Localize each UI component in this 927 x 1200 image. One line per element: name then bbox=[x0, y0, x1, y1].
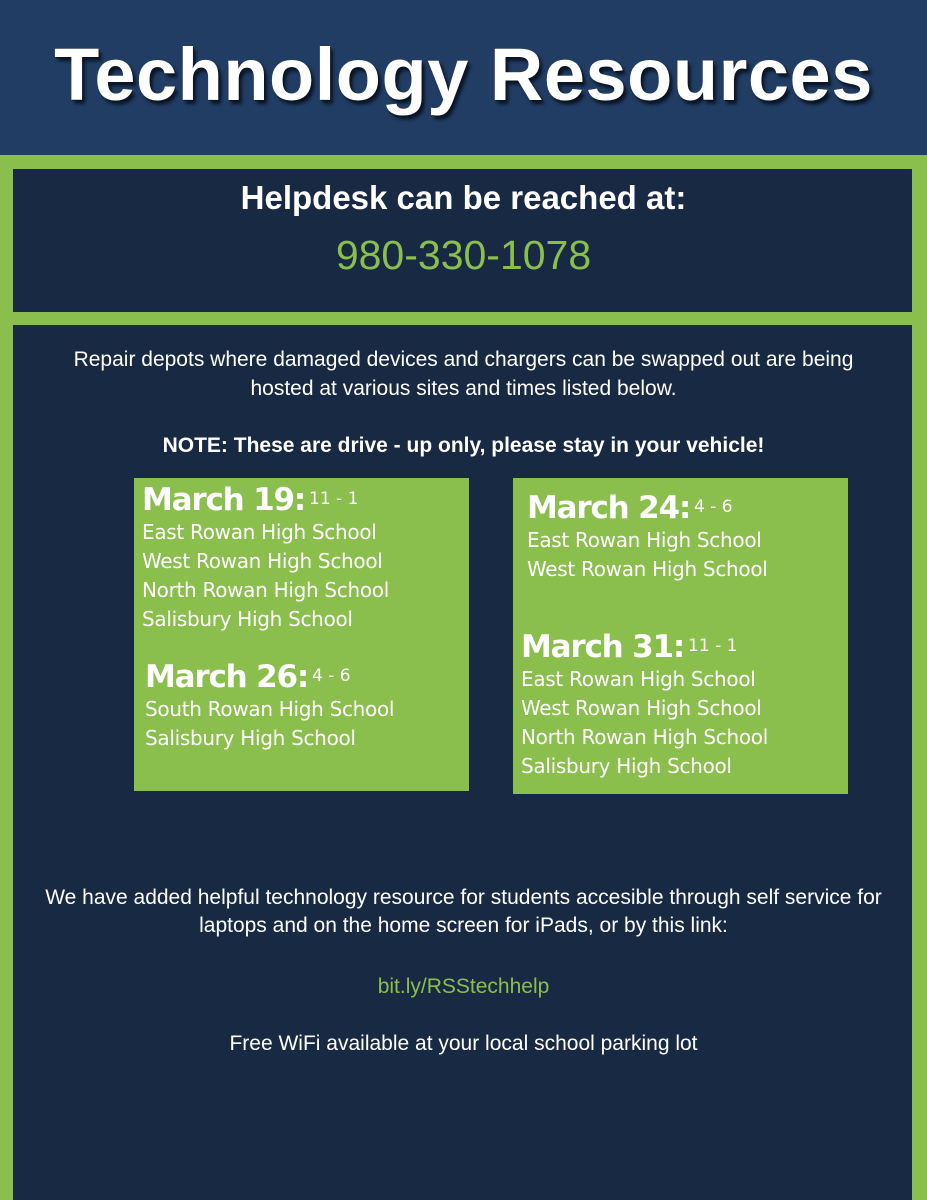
school-item: Salisbury High School bbox=[521, 754, 732, 778]
drive-up-note: NOTE: These are drive - up only, please stay in your vehicle! bbox=[162, 434, 765, 457]
schedule-group-march-19 bbox=[142, 482, 389, 634]
schedule-group-march-24 bbox=[527, 490, 768, 584]
wifi-text: Free WiFi available at your local school parking lot bbox=[229, 1032, 698, 1055]
schedule-date: March 26: bbox=[145, 659, 309, 695]
schedule-date: March 19: bbox=[142, 482, 306, 518]
school-item: West Rowan High School bbox=[521, 696, 762, 720]
schedule-time: 4 - 6 bbox=[694, 497, 733, 517]
school-item: Salisbury High School bbox=[145, 726, 356, 750]
schedule-date: March 31: bbox=[521, 629, 685, 665]
school-item: East Rowan High School bbox=[521, 667, 756, 691]
schedule-group-march-31 bbox=[521, 629, 768, 781]
school-item: East Rowan High School bbox=[142, 520, 377, 544]
school-item: West Rowan High School bbox=[142, 549, 383, 573]
schedule-group-march-26 bbox=[145, 659, 394, 753]
school-item: South Rowan High School bbox=[145, 697, 395, 721]
schedule-time: 4 - 6 bbox=[312, 666, 351, 686]
schedule-date: March 24: bbox=[527, 490, 691, 526]
schedule-time: 11 - 1 bbox=[309, 489, 359, 509]
school-item: North Rowan High School bbox=[521, 725, 768, 749]
school-item: North Rowan High School bbox=[142, 578, 389, 602]
tech-help-link[interactable]: bit.ly/RSStechhelp bbox=[377, 975, 550, 998]
school-item: West Rowan High School bbox=[527, 557, 768, 581]
school-item: East Rowan High School bbox=[527, 528, 762, 552]
page-title: Technology Resources bbox=[54, 33, 873, 116]
helpdesk-phone[interactable]: 980-330-1078 bbox=[335, 232, 592, 278]
intro-text: Repair depots where damaged devices and chargers can be swapped out are being hosted at various sites and times listed below. bbox=[73, 348, 854, 400]
resources-text: We have added helpful technology resource for students accesible through self service for laptops and on the home screen for iPads, or by this link: bbox=[45, 886, 882, 937]
helpdesk-label: Helpdesk can be reached at: bbox=[240, 179, 687, 216]
school-item: Salisbury High School bbox=[142, 607, 353, 631]
schedule-time: 11 - 1 bbox=[688, 636, 738, 656]
